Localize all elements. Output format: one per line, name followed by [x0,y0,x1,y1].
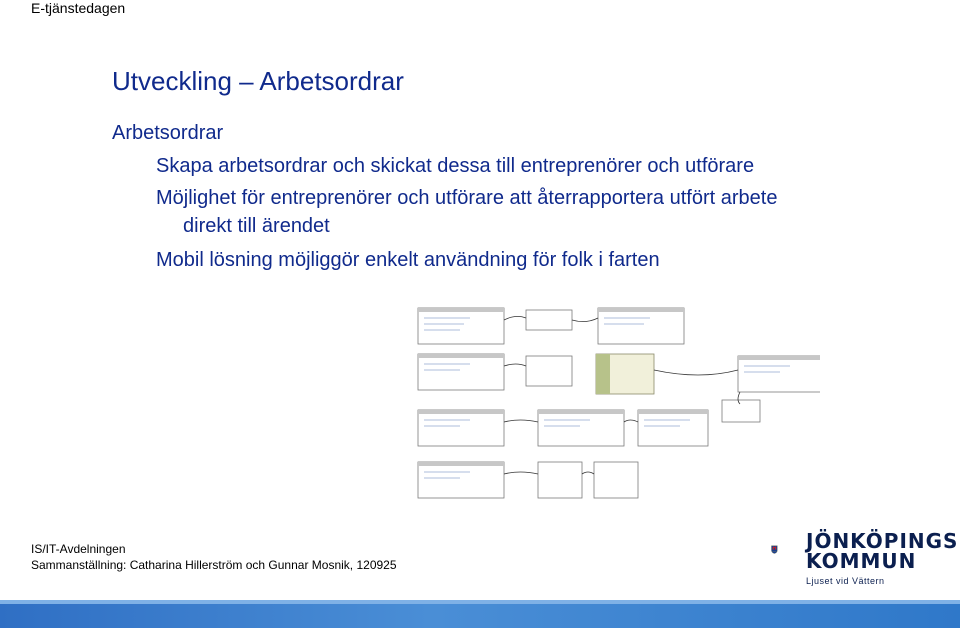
logo-word-2: KOMMUN [806,549,917,573]
logo-word-1: JÖNKÖPINGS [806,529,959,553]
workflow-diagram [400,300,820,510]
bullet-list [156,152,916,274]
bullet-item [156,246,916,274]
slide-title: Utveckling – Arbetsordrar [112,66,404,96]
footer-credits: Sammanställning: Catharina Hillerström och Gunnar Mosnik, 120925 [31,558,397,572]
bullet-item [156,184,916,240]
bullet-text: Skapa arbetsordrar och skickat dessa till entreprenörer och utförare [156,155,755,177]
section-heading: Arbetsordrar [112,122,224,144]
logo-tagline: Ljuset vid Vättern [806,576,885,586]
footer-strip [0,600,960,628]
bullet-text-continued: direkt till ärendet [183,215,330,237]
bullet-text: Mobil lösning möjliggör enkelt användning för folk i farten [156,249,660,271]
footer-department: IS/IT-Avdelningen [31,542,126,556]
footer [31,541,397,573]
bullet-text: Möjlighet för entreprenörer och utförare att återrapportera utfört arbete [156,187,778,209]
header-label: E-tjänstedagen [31,0,126,16]
kommun-crest-icon [771,531,805,571]
bullet-item [156,152,916,180]
